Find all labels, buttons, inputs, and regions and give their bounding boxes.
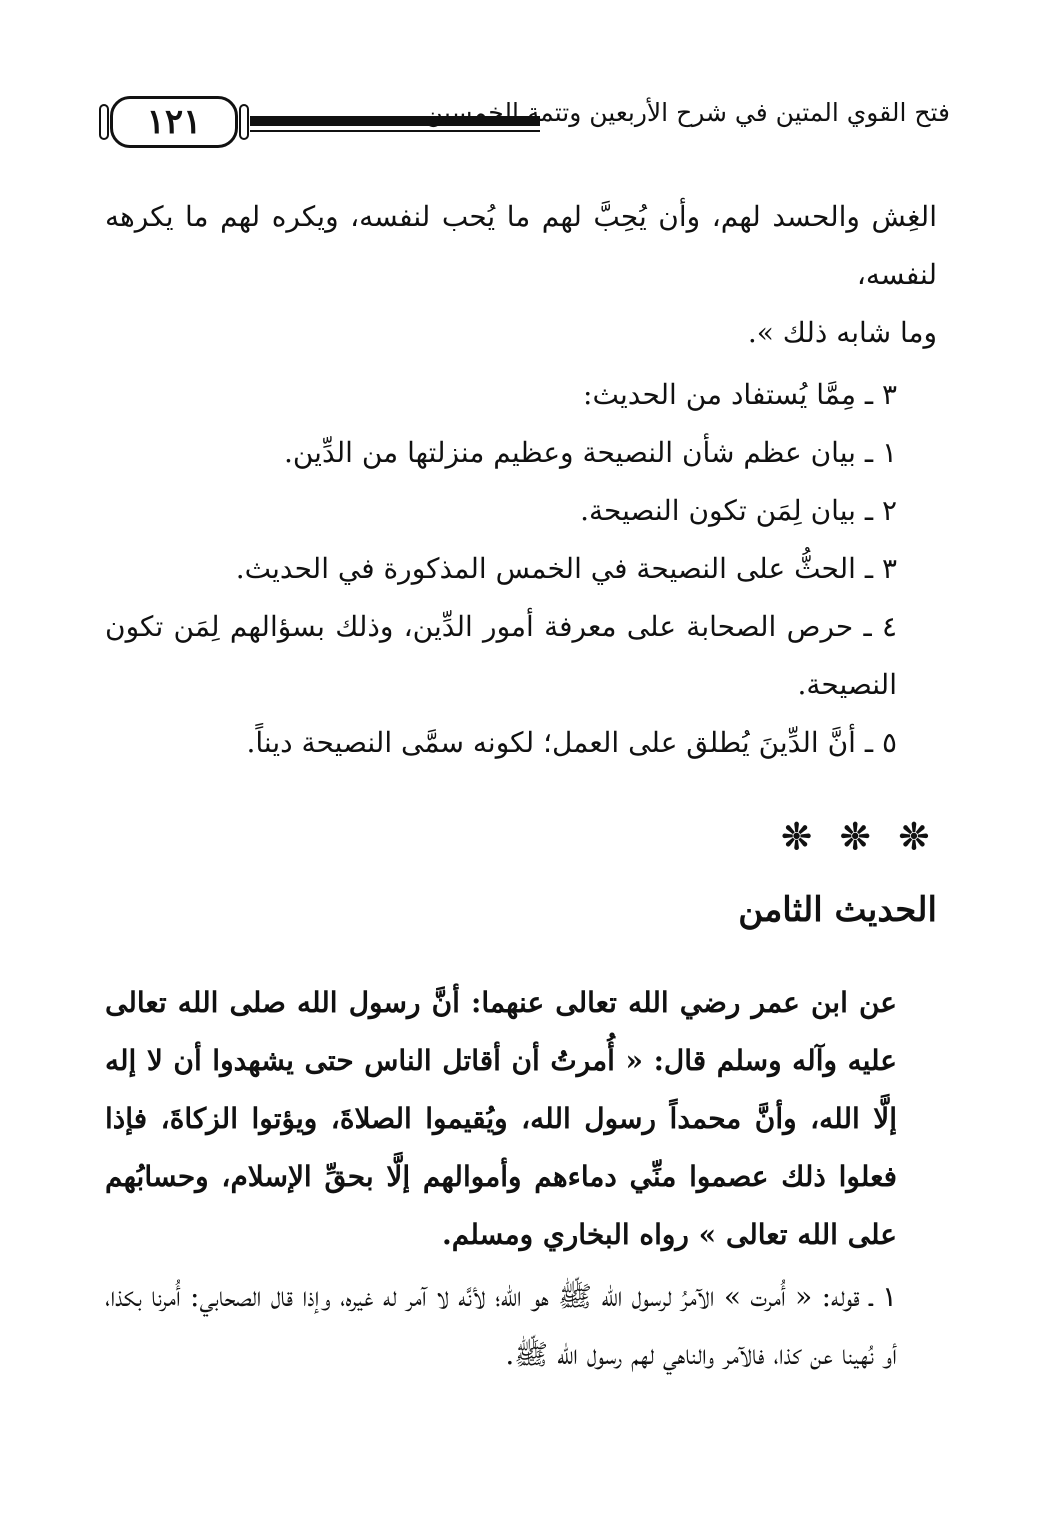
page-body: [105, 188, 937, 1384]
intro-line-1: الغِش والحسد لهم، وأن يُحِبَّ لهم ما يُحب لنفسه، ويكره لهم ما يكرهه لنفسه،: [105, 200, 937, 291]
benefit-item-1: ١ ـ بيان عظم شأن النصيحة وعظيم منزلتها من الدِّين.: [283, 436, 897, 469]
commentary-text: ١ ـ قوله: « أُمرت » الآمرُ لرسول الله ﷺ هو الله؛ لأنَّه لا آمر له غيره، وإذا قال الصحابي: أُمرنا بكذا، أو نُهينا عن كذا، فالآمر والناهي لهم رسول الله ﷺ.: [105, 1280, 897, 1371]
intro-line-2: وما شابه ذلك ».: [747, 316, 937, 349]
benefit-item-2: ٢ ـ بيان لِمَن تكون النصيحة.: [580, 494, 897, 527]
benefit-item-5: ٥ ـ أنَّ الدِّينَ يُطلق على العمل؛ لكونه سمَّى النصيحة ديناً.: [246, 726, 897, 759]
page-number: ١٢١: [110, 96, 238, 148]
hadith-text: عن ابن عمر رضي الله تعالى عنهما: أنَّ رسول الله صلى الله تعالى عليه وآله وسلم قال: « أُمرتُ أن أقاتل الناس حتى يشهدوا أن لا إله إلَّا الله، وأنَّ محمداً رسول الله، ويُقيموا الصلاةَ، ويؤتوا الزكاةَ، فإذا فعلوا ذلك عصموا منِّي دماءهم وأموالهم إلَّا بحقِّ الإسلام، وحسابُهم على الله تعالى » رواه البخاري ومسلم.: [105, 986, 898, 1251]
benefit-item-3: ٣ ـ الحثُّ على النصيحة في الخمس المذكورة في الحديث.: [235, 552, 897, 585]
section-title: الحديث الثامن: [738, 890, 937, 930]
benefits-heading: ٣ ـ مِمَّا يُستفاد من الحديث:: [583, 378, 897, 411]
section-separator: ❊ ❊ ❊: [781, 816, 937, 858]
benefit-item-4: ٤ ـ حرص الصحابة على معرفة أمور الدِّين، وذلك بسؤالهم لِمَن تكون النصيحة.: [105, 610, 897, 701]
running-title: فتح القوي المتين في شرح الأربعين وتتمة الخمسين: [424, 98, 950, 127]
page-header: [110, 86, 950, 162]
